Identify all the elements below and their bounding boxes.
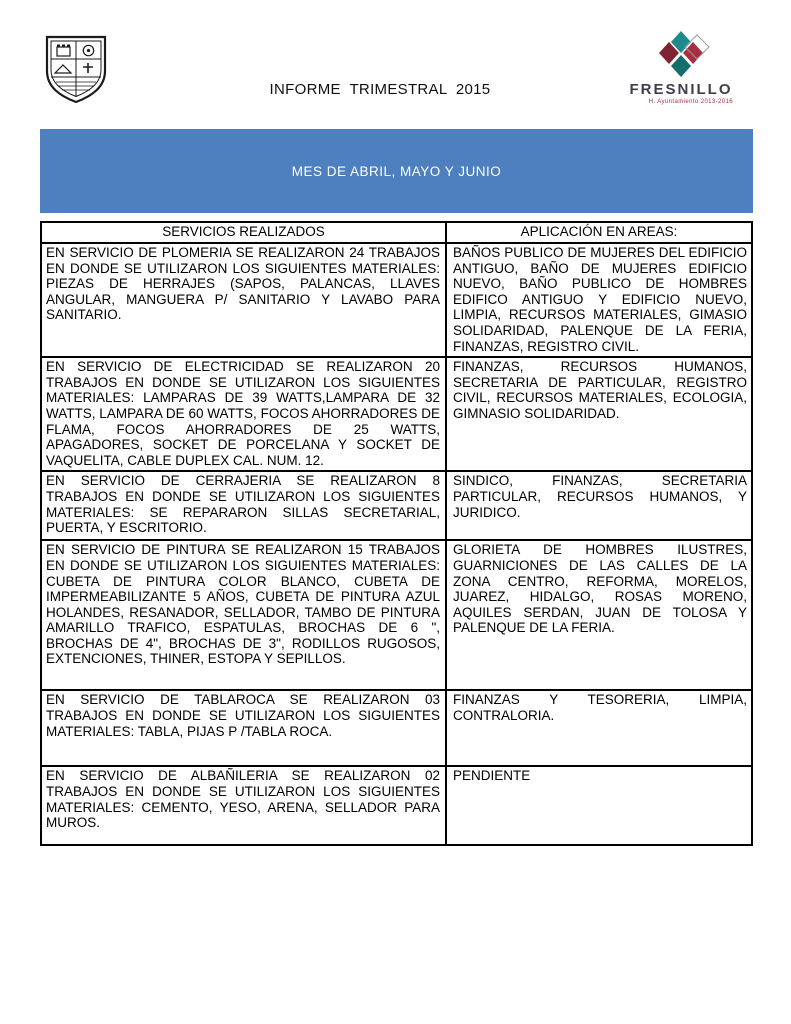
areas-cell-electricidad: FINANZAS, RECURSOS HUMANOS, SECRETARIA DE PARTICULAR, REGISTRO CIVIL, RECURSOS MATERIALES, ECOLOGIA, GIMNASIO SOLIDARIDAD. [453,359,747,421]
services-table [40,221,753,846]
fresnillo-wordmark: FRESNILLO [629,81,733,98]
document-header [0,0,791,120]
table-header-row [42,223,751,242]
month-banner-text: MES DE ABRIL, MAYO Y JUNIO [291,163,502,179]
column-header-aplicacion: APLICACIÓN EN AREAS: [520,224,678,239]
table-row [42,689,751,765]
table-row [42,242,751,356]
service-cell-tablaroca: EN SERVICIO DE TABLAROCA SE REALIZARON 03 TRABAJOS EN DONDE SE UTILIZARON LOS SIGUIENTES MATERIALES: TABLA, PIJAS P /TABLA ROCA. [42,691,447,765]
fresnillo-tagline: H. Ayuntamiento 2013-2016 [648,99,733,105]
table-row [42,470,751,539]
fresnillo-logo [625,30,737,105]
service-cell-plomeria: EN SERVICIO DE PLOMERIA SE REALIZARON 24 TRABAJOS EN DONDE SE UTILIZARON LOS SIGUIENTES MATERIALES: PIEZAS DE HERRAJES (SAPOS, PALANCAS, LLAVES ANGULAR, MANGUERA P/ SANITARIO Y LAVABO PARA SANITARIO. [42,244,447,356]
service-cell-albanileria: EN SERVICIO DE ALBAÑILERIA SE REALIZARON 02 TRABAJOS EN DONDE SE UTILIZARON LOS SIGUIENTES MATERIALES: CEMENTO, YESO, ARENA, SELLADOR PARA MUROS. [42,767,447,844]
areas-cell-pintura: GLORIETA DE HOMBRES ILUSTRES, GUARNICIONES DE LAS CALLES DE LA ZONA CENTRO, REFORMA, MORELOS, JUAREZ, HIDALGO, ROSAS MORENO, AQUILES SERDAN, JUAN DE TOLOSA Y PALENQUE DE LA FERIA. [453,542,747,636]
municipal-crest-icon [42,34,110,106]
fresnillo-diamond-icon [639,30,723,80]
title-line-1: INFORME TRIMESTRAL 2015 [269,81,491,98]
areas-cell-cerrajeria: SINDICO, FINANZAS, SECRETARIA PARTICULAR, RECURSOS HUMANOS, Y JURIDICO. [453,473,747,520]
column-header-servicios: SERVICIOS REALIZADOS [42,223,447,242]
table-row [42,356,751,470]
areas-cell-albanileria: PENDIENTE [453,768,531,784]
month-banner [40,129,753,213]
service-cell-electricidad: EN SERVICIO DE ELECTRICIDAD SE REALIZARON 20 TRABAJOS EN DONDE SE UTILIZARON LOS SIGUIENTES MATERIALES: LAMPARAS DE 39 WATTS,LAMPARA DE 32 WATTS, LAMPARA DE 60 WATTS, FOCOS AHORRADORES DE FLAMA, FOCOS AHORRADORES DE 25 WATTS, APAGADORES, SOCKET DE PORCELANA Y SOCKET DE VAQUELITA, CABLE DUPLEX CAL. NUM. 12. [42,358,447,470]
areas-cell-tablaroca: FINANZAS Y TESORERIA, LIMPIA, CONTRALORIA. [453,692,747,723]
areas-cell-plomeria: BAÑOS PUBLICO DE MUJERES DEL EDIFICIO ANTIGUO, BAÑO DE MUJERES EDIFICIO NUEVO, BAÑO PUBLICO DE HOMBRES EDIFICO ANTIGUO Y EDIFICIO NUEVO, LIMPIA, RECURSOS MATERIALES, GIMASIO SOLIDARIDAD, PALENQUE DE LA FERIA, FINANZAS, REGISTRO CIVIL. [453,245,747,354]
table-row [42,765,751,844]
table-row [42,539,751,689]
service-cell-pintura: EN SERVICIO DE PINTURA SE REALIZARON 15 TRABAJOS EN DONDE SE UTILIZARON LOS SIGUIENTES MATERIALES: CUBETA DE PINTURA COLOR BLANCO, CUBETA DE IMPERMEABILIZANTE 5 AÑOS, CUBETA DE PINTURA AZUL HOLANDES, RESANADOR, SELLADOR, TAMBO DE PINTURA AMARILLO TRAFICO, ESPATULAS, BROCHAS DE 6 ", BROCHAS DE 4", BROCHAS DE 3", RODILLOS RUGOSOS, EXTENCIONES, THINER, ESTOPA Y SEPILLOS. [42,541,447,689]
service-cell-cerrajeria: EN SERVICIO DE CERRAJERIA SE REALIZARON 8 TRABAJOS EN DONDE SE UTILIZARON LOS SIGUIENTES MATERIALES: SE REPARARON SILLAS SECRETARIAL, PUERTA, Y ESCRITORIO. [42,472,447,539]
